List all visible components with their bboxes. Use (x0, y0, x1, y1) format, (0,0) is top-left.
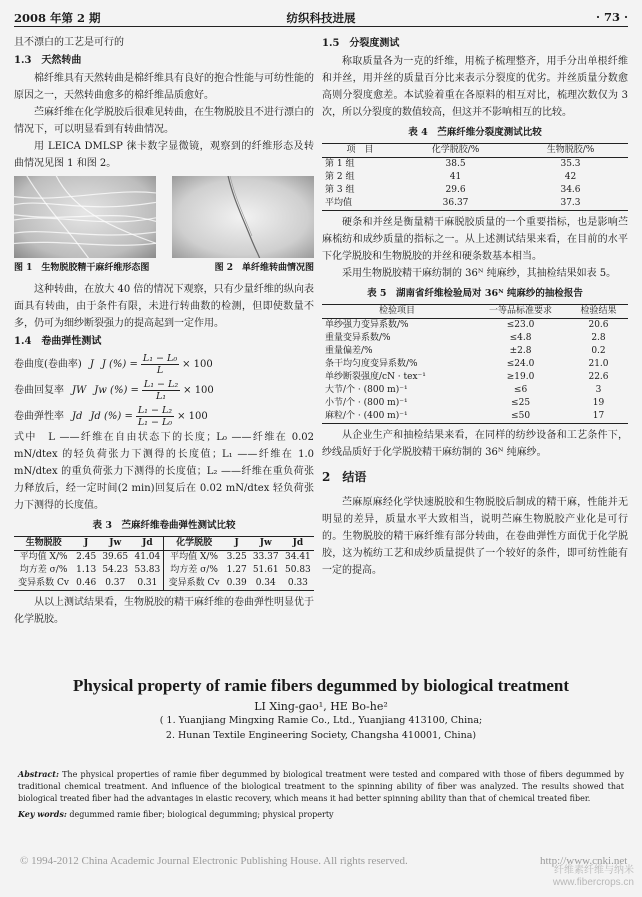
table-row (322, 371, 628, 384)
table-cell: 1.13 (76, 565, 97, 575)
table-cell: 均方差 σ/% (164, 564, 224, 577)
copyright-text: © 1994-2012 China Academic Journal Electronic Publishing House. All rights reserved. (20, 855, 408, 867)
table-row (322, 345, 628, 358)
paragraph: 且不漂白的工艺是可行的 (14, 37, 124, 48)
table-cell: 平均值 X/% (19, 552, 68, 562)
section-heading: 1.5 分裂度测试 (322, 38, 400, 49)
header-issue: 2008 年第 2 期 (14, 11, 101, 25)
table-cell: 变异系数 Cv (164, 577, 224, 591)
paragraph: 棉纤维具有天然转曲是棉纤维具有良好的抱合性能与可纺性能的原因之一，天然转曲愈多的棉纤维品质愈好。 (14, 73, 314, 101)
running-header (14, 8, 628, 27)
equation-crimp (14, 351, 314, 377)
abstract-text: The physical properties of ramie fiber degummed by biological treatment were tested and compared with those of fibers degummed by traditional chemical treatment. And influence of the biological treatment to the spinning ability of fiber was analyzed. The results showed that biological treated fiber had the advantages in elastic recovery, which means it had better spinning ability than that of chemical treated fiber. (18, 770, 624, 803)
keywords-label: Key words: (18, 809, 67, 819)
table-3 (14, 536, 314, 591)
equation-tail: × 100 (183, 384, 214, 396)
table-cell: 小节/个 · (800 m)⁻¹ (325, 398, 408, 408)
watermark (553, 865, 634, 889)
paragraph-definitions: 式中 L ——纤维在自由状态下的长度；L₀ ——纤维在 0.02 mN/dtex 的轻负荷张力下测得的长度值；L₁ ——纤维在 1.0 mN/dtex 的重负荷张力下测得的长度值；L₂ ——纤维在重负荷张力释放后，经一定时间(2 min)回复后在 0.02 mN/dtex 轻负荷张力下测得的长度值。 (14, 432, 314, 511)
table-cell: 35.3 (560, 159, 581, 169)
table-header-cell: 项 目 (346, 145, 374, 155)
paragraph: 用 LEICA DMLSP 徕卡数字显微镜，观察到的纤维形态及转曲情况见图 1 和图 2。 (14, 141, 314, 169)
table-cell: ≤50 (511, 411, 531, 421)
denominator: L₁ − L₀ (137, 416, 173, 428)
table-row (322, 319, 628, 333)
table-cell: 42 (564, 172, 577, 182)
table-cell: 条干均匀度变异系数/% (325, 359, 418, 369)
table-cell: 2.45 (76, 552, 97, 562)
table-header-cell: Jd (142, 538, 153, 548)
section-heading: 2 结语 (322, 470, 367, 484)
numerator: L₁ − L₀ (142, 352, 178, 364)
table-row (322, 197, 628, 211)
paragraph: 称取质量各为一克的纤维，用梳子梳理整齐，用手分出单根纤维和并丝，用并丝的质量百分比来表示分裂度的优劣。并丝质量分数愈高则分裂度愈差。本试验着重在各原料的相互对比，梳理次数仅为 3 次，所以分裂度的数值较高，但这并不影响相互的比较。 (322, 56, 628, 118)
table-row (322, 184, 628, 197)
equation-symbol: J (89, 358, 94, 370)
section-heading: 1.4 卷曲弹性测试 (14, 336, 102, 347)
table-cell: 22.6 (588, 372, 609, 382)
table-4 (322, 143, 628, 211)
figure-2-micrograph (172, 176, 314, 258)
table-cell: 0.39 (226, 578, 247, 588)
table-cell: 第 2 组 (325, 172, 355, 182)
table-row (322, 410, 628, 424)
table-header-cell: 生物脱胶/% (546, 145, 595, 155)
table-header-cell: J (234, 538, 239, 548)
paragraph: 采用生物脱胶精干麻纺制的 36ᴺ 纯麻纱，其抽检结果如表 5。 (342, 268, 617, 279)
table-header-cell: Jw (259, 538, 272, 548)
table-4-caption: 表 4 苎麻纤维分裂度测试比较 (408, 127, 542, 138)
table-header-cell: 生物脱胶 (25, 538, 62, 548)
english-title-block (14, 676, 628, 743)
table-cell: ≤24.0 (506, 359, 535, 369)
table-cell: 39.65 (102, 552, 129, 562)
equation-symbol: JW (72, 384, 87, 396)
abstract-label: Abstract: (18, 769, 59, 779)
equation-lhs: J (%) = (101, 358, 138, 370)
figure-1-micrograph (14, 176, 156, 258)
table-cell: ±2.8 (509, 346, 532, 356)
figure-1-caption: 图 1 生物脱胶精干麻纤维形态图 (14, 263, 150, 273)
table-cell: 34.41 (285, 552, 311, 562)
table-cell: 38.5 (445, 159, 466, 169)
figure-captions (14, 260, 314, 277)
watermark-line-1: 纤维素纤维与纳米 (554, 865, 634, 876)
equation-name: 卷曲弹性率 (14, 410, 64, 422)
table-cell: 重量变异系数/% (325, 333, 391, 343)
table-cell: 0.2 (591, 346, 606, 356)
table-cell: 0.37 (105, 578, 126, 588)
denominator: L (156, 364, 164, 376)
table-cell: 2.8 (591, 333, 606, 343)
table-cell: 0.46 (76, 578, 97, 588)
section-heading: 1.3 天然转曲 (14, 55, 82, 66)
table-cell: 21.0 (588, 359, 609, 369)
affiliation-1: ( 1. Yuanjiang Mingxing Ramie Co., Ltd., Yuanjiang 413100, China; (159, 715, 483, 726)
paragraph: 苎麻原麻经化学快速脱胶和生物脱胶后制成的精干麻，性能并无明显的差异，质量水平大致相当，说明苎麻生物脱胶产业化是可行的。生物脱胶的精干麻纤维有部分转曲，在卷曲弹性方面优于化学脱胶，这为梳纺工艺和成纱质量提供了一个较好的条件，即可纺性能有一定的提高。 (322, 497, 628, 576)
table-cell: 36.37 (442, 198, 469, 208)
table-row (322, 332, 628, 345)
table-row (14, 564, 314, 577)
table-cell: 0.31 (137, 578, 158, 588)
paragraph: 苎麻纤维在化学脱胶后很难见转曲，在生物脱胶且不进行漂白的情况下，可以明显看到有转曲情况。 (14, 107, 314, 135)
table-cell: ≤23.0 (506, 320, 535, 330)
equation-lhs: Jw (%) = (94, 384, 139, 396)
table-row (322, 358, 628, 371)
equation-name: 卷曲回复率 (14, 384, 64, 396)
paragraph: 从企业生产和抽检结果来看，在同样的纺纱设备和工艺条件下，纱线品质好于化学脱胶精干麻纺制的 36ᴺ 纯麻纱。 (322, 430, 628, 458)
english-authors: LI Xing-gao¹, HE Bo-he² (254, 700, 388, 713)
copyright-footer (20, 855, 628, 867)
numerator: L₁ − L₂ (143, 378, 179, 390)
table-cell: 麻粒/个 · (400 m)⁻¹ (325, 411, 408, 421)
table-header-cell: 化学脱胶 (164, 537, 224, 551)
right-column (322, 34, 628, 579)
figure-row (14, 176, 314, 258)
footer-url[interactable]: http://www.cnki.net (540, 855, 628, 867)
table-cell: 51.61 (252, 565, 279, 575)
table-cell: 3.25 (226, 552, 247, 562)
table-3-caption: 表 3 苎麻纤维卷曲弹性测试比较 (92, 520, 236, 531)
paragraph: 从以上测试结果看，生物脱胶的精干麻纤维的卷曲弹性明显优于化学脱胶。 (14, 597, 314, 625)
table-cell: 33.37 (252, 552, 279, 562)
english-abstract (18, 768, 624, 821)
equation-tail: × 100 (177, 410, 208, 422)
table-header-cell: 一等品标准要求 (489, 306, 553, 316)
header-journal: 纺织科技进展 (286, 11, 356, 25)
equation-name: 卷曲度(卷曲率) (14, 358, 82, 370)
table-row (14, 551, 314, 565)
equation-fraction (142, 379, 180, 402)
table-cell: 54.23 (102, 565, 129, 575)
table-cell: ≥19.0 (506, 372, 535, 382)
table-cell: 重量偏差/% (325, 346, 373, 356)
affiliation-2: 2. Hunan Textile Engineering Society, Changsha 410001, China) (165, 730, 477, 741)
table-cell: 单纱强力变异系数/% (325, 320, 409, 330)
table-cell: 均方差 σ/% (19, 565, 68, 575)
watermark-line-2: www.fibercrops.cn (552, 877, 634, 888)
table-row (322, 171, 628, 184)
table-cell: 34.6 (560, 185, 581, 195)
table-cell: 第 3 组 (325, 185, 355, 195)
table-cell: 3 (595, 385, 602, 395)
table-row (14, 577, 314, 591)
table-cell: ≤4.8 (509, 333, 532, 343)
table-cell: 53.83 (134, 565, 161, 575)
table-header-cell: 检验项目 (379, 306, 416, 316)
table-cell: 20.6 (588, 320, 609, 330)
figure-2-caption: 图 2 单纤维转曲情况图 (214, 263, 314, 273)
table-cell: 29.6 (445, 185, 466, 195)
table-row (322, 158, 628, 172)
header-page-number: · 73 · (595, 10, 628, 24)
table-cell: 平均值 X/% (164, 551, 224, 565)
table-cell: 变异系数 Cv (18, 578, 70, 588)
table-header-cell: 化学脱胶/% (431, 145, 480, 155)
table-cell: 19 (592, 398, 605, 408)
table-cell: 0.33 (287, 578, 308, 588)
table-cell: 平均值 (325, 198, 353, 208)
table-cell: 第 1 组 (325, 159, 355, 169)
table-cell: ≤6 (513, 385, 528, 395)
left-column (14, 34, 314, 628)
table-cell: 41.04 (134, 552, 161, 562)
table-cell: ≤25 (511, 398, 531, 408)
table-row (322, 384, 628, 397)
table-header-cell: J (84, 538, 89, 548)
table-header-cell: Jd (292, 538, 304, 548)
paragraph: 这种转曲，在放大 40 倍的情况下观察，只有少量纤维的纵向表面具有转曲，由于条件有限，未进行转曲数的检测，但即使数量不多，仍可为细纱断裂强力的提高起到一定作用。 (14, 284, 314, 329)
equation-recovery (14, 377, 314, 403)
denominator: L₁ (155, 390, 167, 402)
paragraph: 硬条和并丝是衡量精干麻脱胶质量的一个重要指标，也是影响苎麻梳纺和成纱质量的指标之一。从上述测试结果来看，在目前的水平下化学脱胶和生物脱胶的并丝和硬条数基本相当。 (322, 217, 628, 262)
table-cell: 单纱断裂强度/cN · tex⁻¹ (325, 372, 426, 382)
table-cell: 1.27 (226, 565, 247, 575)
equation-lhs: Jd (%) = (90, 410, 133, 422)
table-cell: 0.34 (255, 578, 276, 588)
equation-fraction (136, 405, 174, 428)
table-header-cell: 检验结果 (580, 306, 617, 316)
equation-symbol: Jd (72, 410, 83, 422)
table-cell: 大节/个 · (800 m)⁻¹ (325, 385, 408, 395)
table-5-caption: 表 5 湖南省纤维检验局对 36ᴺ 纯麻纱的抽检报告 (367, 288, 583, 299)
table-5 (322, 304, 628, 424)
english-title: Physical property of ramie fibers degummed by biological treatment (72, 676, 570, 695)
table-cell: 41 (449, 172, 462, 182)
table-row (322, 397, 628, 410)
table-cell: 17 (592, 411, 605, 421)
table-cell: 37.3 (560, 198, 581, 208)
keywords-text: degummed ramie fiber; biological degumming; physical property (69, 810, 334, 819)
equation-tail: × 100 (182, 358, 213, 370)
equation-elasticity (14, 403, 314, 429)
table-header-cell: Jw (109, 538, 122, 548)
table-cell: 50.83 (285, 565, 311, 575)
equation-fraction (141, 353, 179, 376)
numerator: L₁ − L₂ (137, 404, 173, 416)
